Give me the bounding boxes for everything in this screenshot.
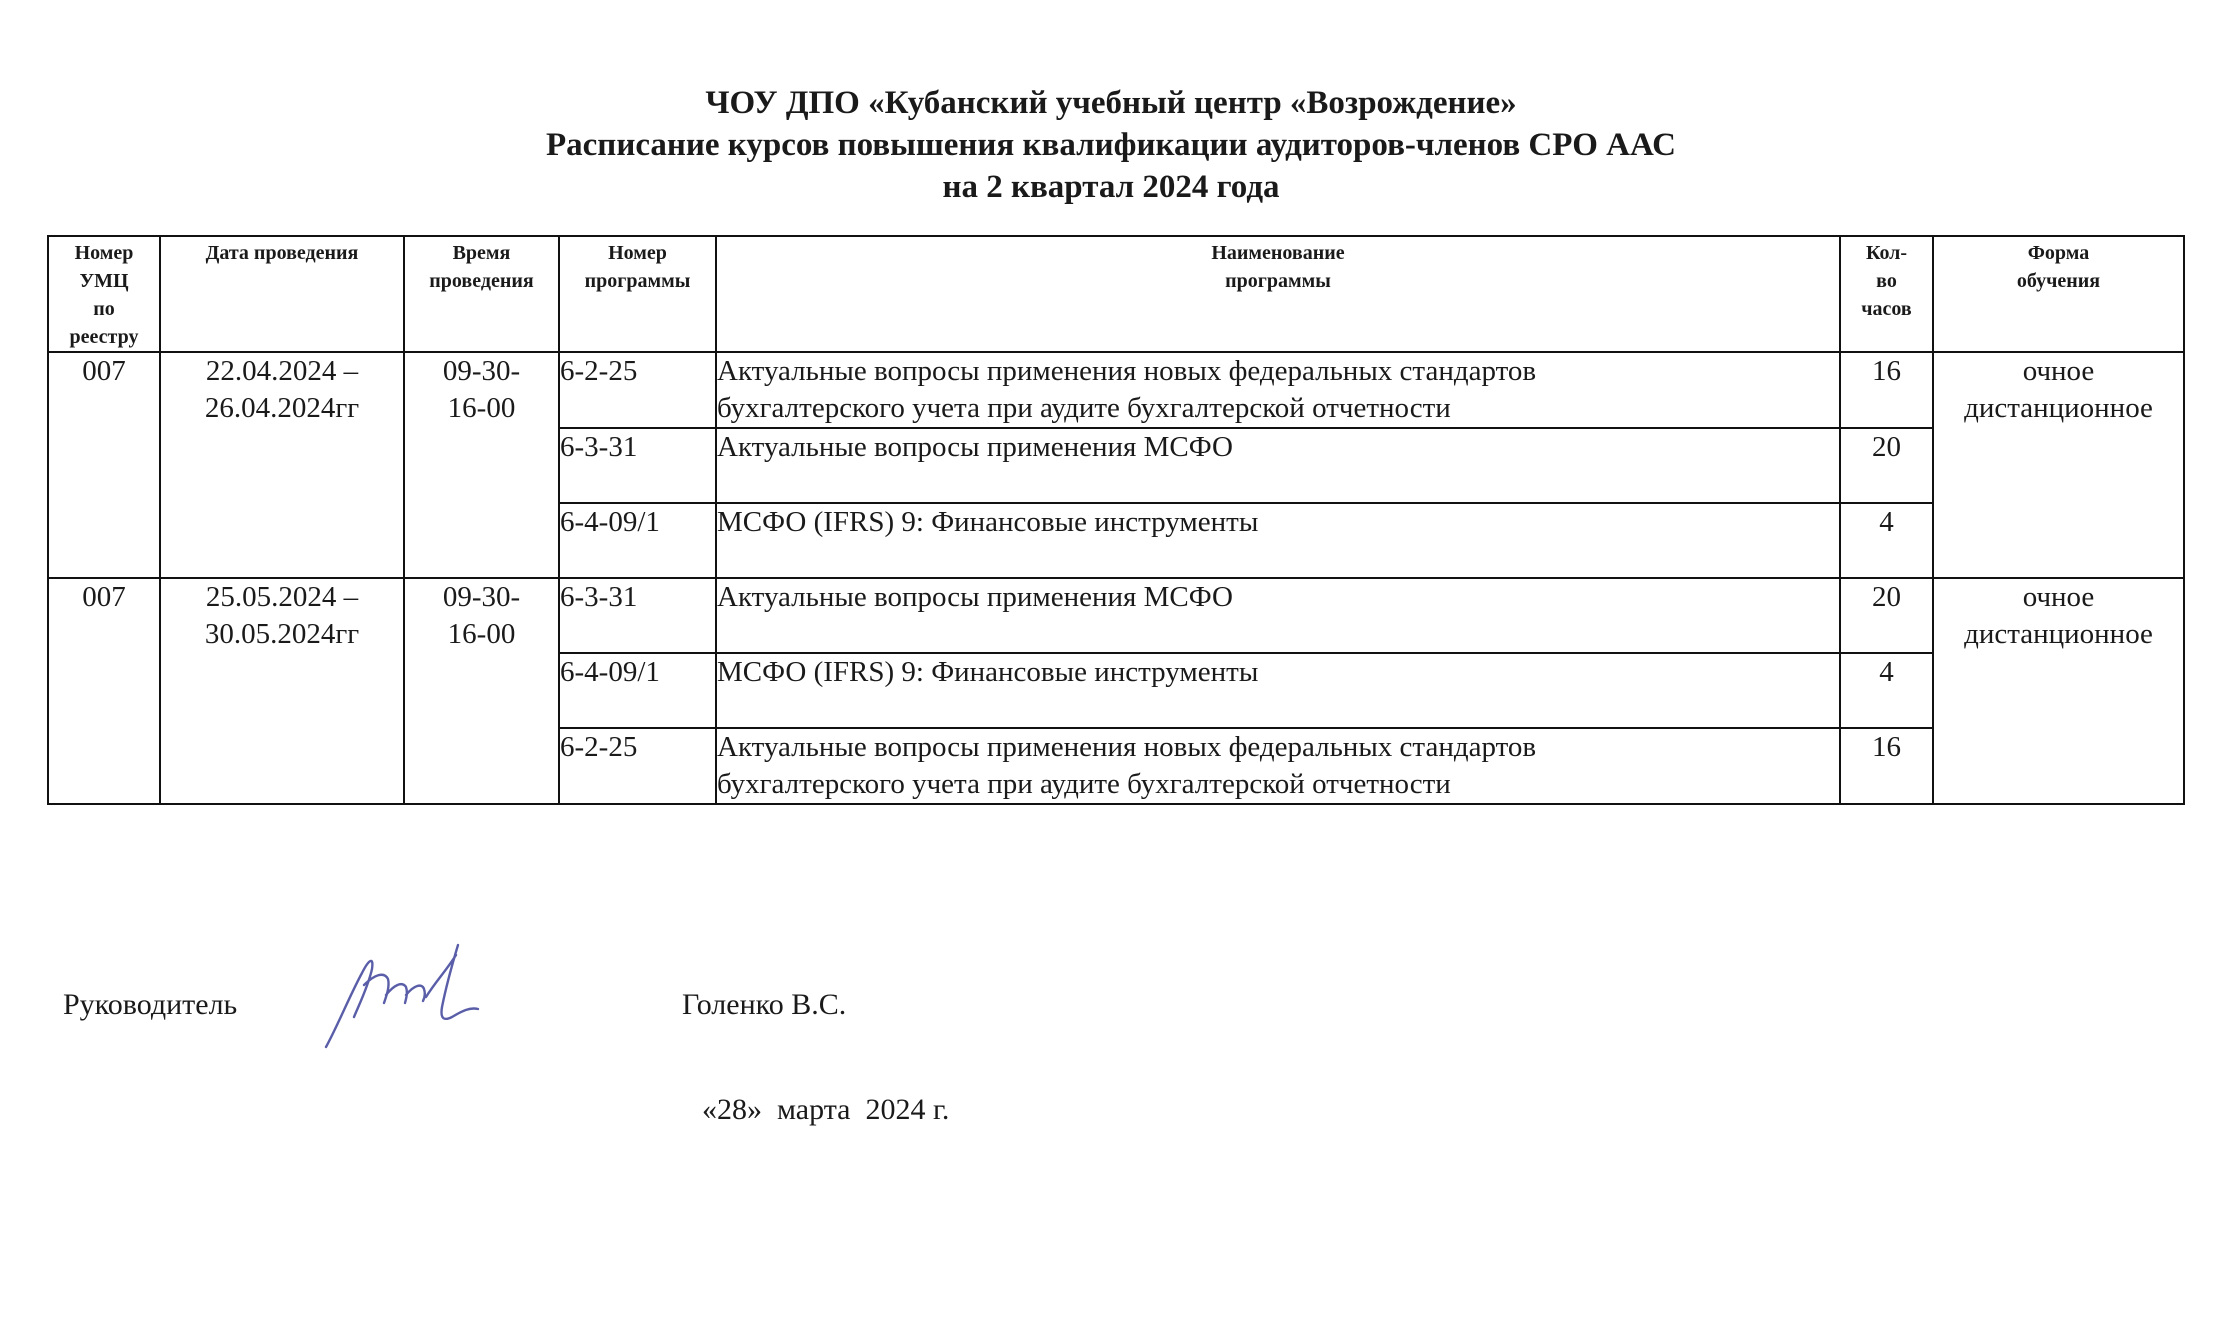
title-line-organization: ЧОУ ДПО «Кубанский учебный центр «Возрождение» [705,85,1517,121]
hours-cell: 16 [1840,352,1933,428]
program-name-cell: МСФО (IFRS) 9: Финансовые инструменты [716,503,1840,578]
form-cell: очное дистанционное [1933,578,2184,804]
title-line-period: на 2 квартал 2024 года [942,169,1280,205]
table-header-row [48,236,2184,352]
signatory-name: Голенко В.С. [682,988,847,1021]
table-row [48,578,2184,653]
hours-cell: 16 [1840,728,1933,804]
column-header-hours: Кол- во часов [1840,236,1933,352]
column-header-date: Дата проведения [160,236,404,352]
document-date: «28» марта 2024 г. [702,1093,950,1126]
program-code-cell: 6-2-25 [559,728,716,804]
program-code-cell: 6-3-31 [559,578,716,653]
hours-cell: 4 [1840,503,1933,578]
column-header-umc: Номер УМЦ по реестру [48,236,160,352]
program-code-cell: 6-4-09/1 [559,653,716,728]
signatory-role: Руководитель [63,988,238,1021]
program-code-cell: 6-4-09/1 [559,503,716,578]
hours-cell: 20 [1840,578,1933,653]
program-code-cell: 6-3-31 [559,428,716,503]
form-cell: очное дистанционное [1933,352,2184,578]
handwritten-signature [318,935,538,1055]
time-cell: 09-30- 16-00 [404,578,559,804]
column-header-form: Форма обучения [1933,236,2184,352]
program-code-cell: 6-2-25 [559,352,716,428]
program-name-cell: МСФО (IFRS) 9: Финансовые инструменты [716,653,1840,728]
umc-number-cell: 007 [48,352,160,578]
date-cell: 22.04.2024 – 26.04.2024гг [160,352,404,578]
time-cell: 09-30- 16-00 [404,352,559,578]
column-header-program-number: Номер программы [559,236,716,352]
column-header-time: Время проведения [404,236,559,352]
program-name-cell: Актуальные вопросы применения новых федеральных стандартов бухгалтерского учета при аудите бухгалтерской отчетности [716,352,1840,428]
schedule-table [47,235,2185,805]
date-cell: 25.05.2024 – 30.05.2024гг [160,578,404,804]
program-name-cell: Актуальные вопросы применения новых федеральных стандартов бухгалтерского учета при аудите бухгалтерской отчетности [716,728,1840,804]
table-row [48,352,2184,428]
document-title [0,82,2222,208]
hours-cell: 20 [1840,428,1933,503]
title-line-schedule: Расписание курсов повышения квалификации аудиторов-членов СРО ААС [546,127,1676,163]
program-name-cell: Актуальные вопросы применения МСФО [716,428,1840,503]
program-name-cell: Актуальные вопросы применения МСФО [716,578,1840,653]
umc-number-cell: 007 [48,578,160,804]
column-header-program-name: Наименование программы [716,236,1840,352]
hours-cell: 4 [1840,653,1933,728]
